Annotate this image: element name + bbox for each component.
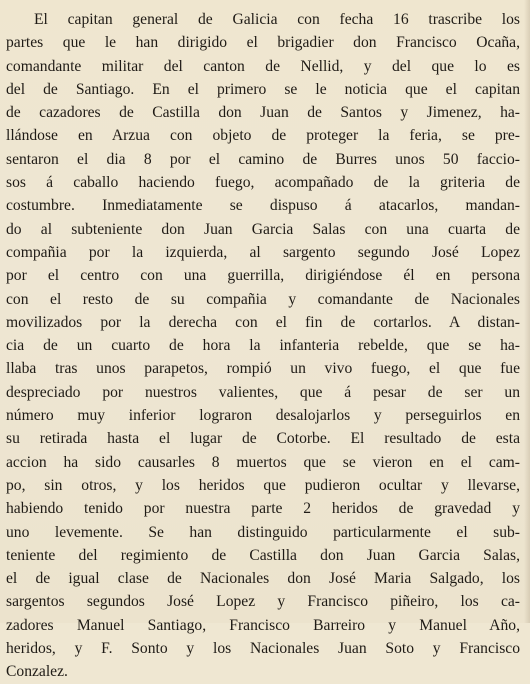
- article-line: sargentos segundos José Lopez y Francisco piñeiro, los ca-: [6, 593, 520, 611]
- article-line: su retirada hasta el lugar de Cotorbe. El resultado de esta: [6, 430, 520, 448]
- article-line: zadores Manuel Santiago, Francisco Barreiro y Manuel Año,: [6, 616, 520, 634]
- article-line: sentaron el dia 8 por el camino de Burres unos 50 faccio-: [6, 150, 520, 168]
- article-line: de cazadores de Castilla don Juan de Santos y Jimenez, ha-: [6, 104, 520, 122]
- article-line: accion ha sido causarles 8 muertos que se vieron en el cam-: [6, 453, 520, 471]
- article-line: sos á caballo haciendo fuego, acompañado de la griteria de: [6, 174, 520, 192]
- news-article-text: [6, 8, 520, 684]
- article-line: movilizados por la derecha con el fin de cortarlos. A distan-: [6, 313, 520, 331]
- article-line: cia de un cuarto de hora la infanteria rebelde, que se ha-: [6, 337, 520, 355]
- page-edge-shadow: [524, 0, 530, 623]
- article-line: llándose en Arzua con objeto de proteger la feria, se pre-: [6, 127, 520, 145]
- article-line: compañia por la izquierda, al sargento segundo José Lopez: [6, 243, 520, 261]
- article-line: uno levemente. Se han distinguido particularmente el sub-: [6, 523, 520, 541]
- article-line: por el centro con una guerrilla, dirigiéndose él en persona: [6, 267, 520, 285]
- article-line: el de igual clase de Nacionales don José Maria Salgado, los: [6, 570, 520, 588]
- article-line: po, sin otros, y los heridos que pudieron ocultar y llevarse,: [6, 476, 520, 494]
- article-line: heridos, y F. Sonto y los Nacionales Juan Soto y Francisco: [6, 640, 520, 658]
- article-line: comandante militar del canton de Nellid, y del que lo es: [6, 57, 520, 75]
- article-line: del de Santiago. En el primero se le noticia que el capitan: [6, 80, 520, 98]
- article-line: do al subteniente don Juan Garcia Salas con una cuarta de: [6, 220, 520, 238]
- article-line: despreciado por nuestros valientes, que á pesar de ser un: [6, 383, 520, 401]
- article-line: habiendo tenido por nuestra parte 2 heridos de gravedad y: [6, 500, 520, 518]
- article-line: partes que le han dirigido el brigadier don Francisco Ocaña,: [6, 34, 520, 52]
- article-line: con el resto de su compañia y comandante de Nacionales: [6, 290, 520, 308]
- article-line: costumbre. Inmediatamente se dispuso á atacarlos, mandan-: [6, 197, 520, 215]
- article-line: El capitan general de Galicia con fecha 16 trascribe los: [34, 11, 520, 28]
- article-line: número muy inferior lograron desalojarlos y perseguirlos en: [6, 407, 520, 425]
- article-line: llaba tras unos parapetos, rompió un vivo fuego, el que fue: [6, 360, 520, 378]
- article-line: teniente del regimiento de Castilla don Juan Garcia Salas,: [6, 546, 520, 564]
- article-line: Conzalez.: [6, 663, 68, 681]
